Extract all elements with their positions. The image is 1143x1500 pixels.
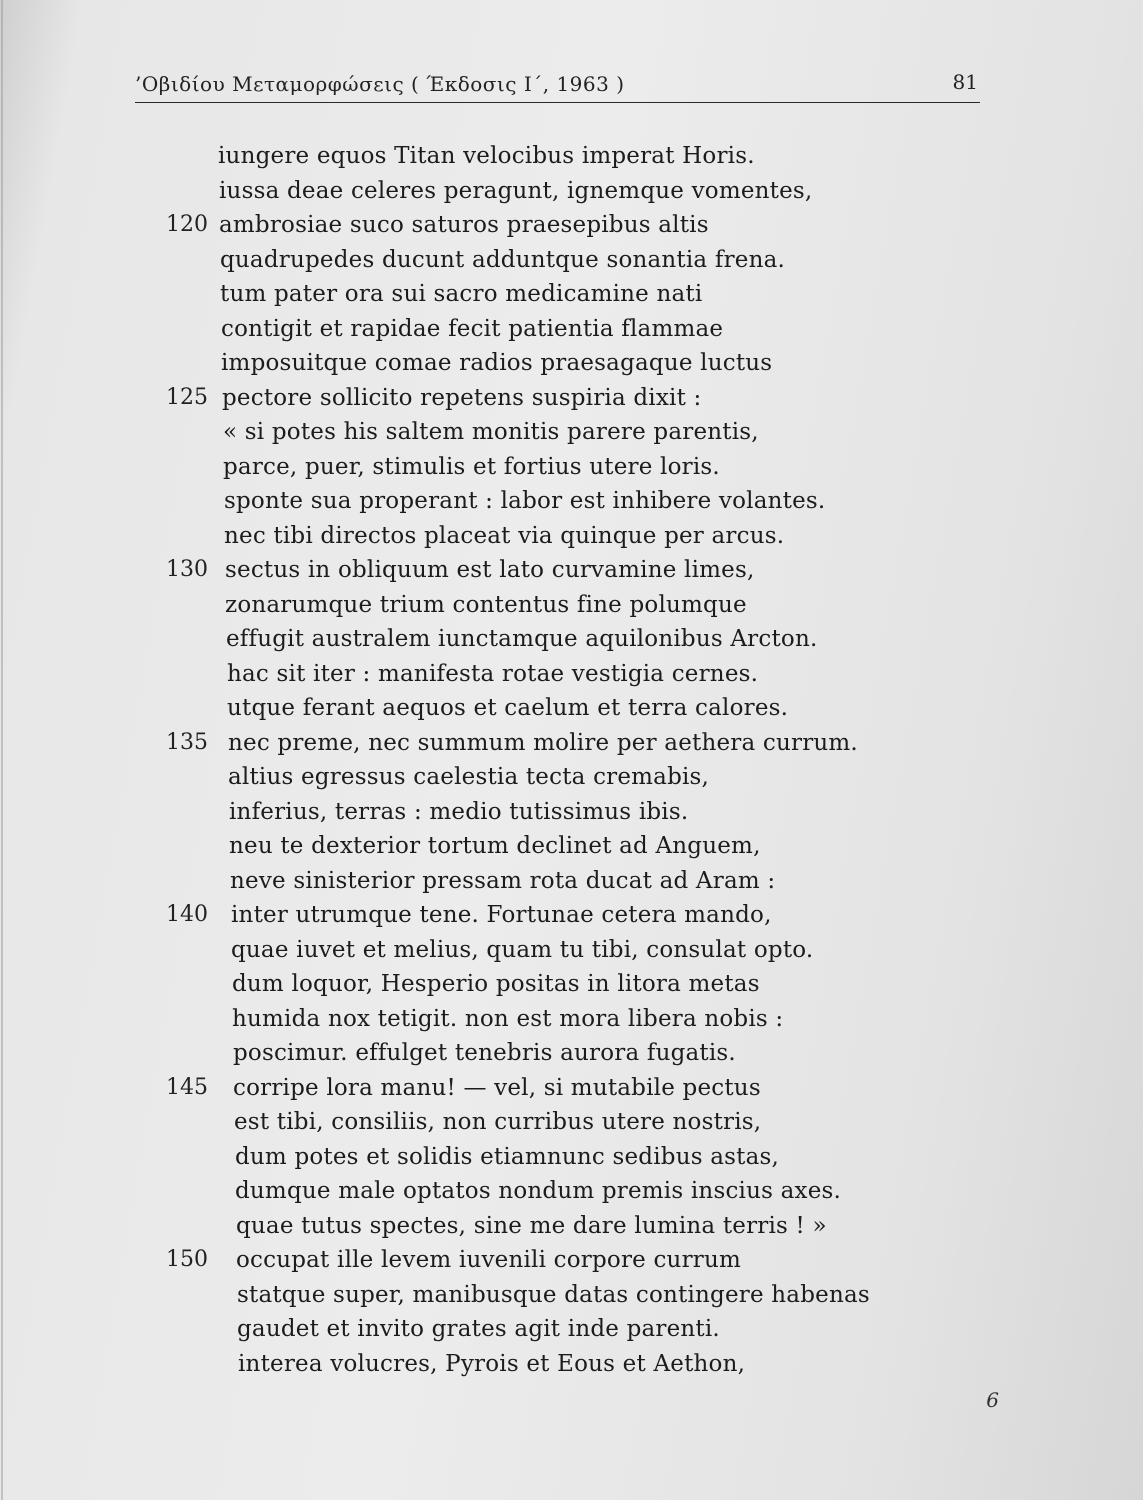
verse-line [140, 726, 960, 761]
verse-line [140, 588, 960, 623]
verse-line [140, 553, 960, 588]
page-number: 81 [952, 70, 978, 94]
verse-number: 120 [166, 212, 208, 237]
verse-line [140, 1002, 960, 1037]
verse-text: effugit australem iunctamque aquilonibus Arcton. [226, 626, 818, 652]
running-title: ’Οβιδίου Μεταμορφώσεις ( Έκδοσις Ι΄, 1963 ) [135, 72, 625, 96]
verse-text: est tibi, consiliis, non curribus utere nostris, [234, 1109, 762, 1135]
verse-text: sectus in obliquum est lato curvamine limes, [225, 557, 755, 583]
verse-line [140, 1105, 960, 1140]
verse-text: humida nox tetigit. non est mora libera nobis : [232, 1005, 784, 1032]
verse-text: inter utrumque tene. Fortunae cetera mando, [231, 902, 772, 928]
verse-line [140, 312, 960, 347]
verse-text: neu te dexterior tortum declinet ad Anguem, [229, 833, 761, 859]
verse-line [140, 1140, 960, 1175]
verse-number: 135 [166, 729, 208, 755]
verse-line [140, 208, 960, 243]
verse-line [140, 450, 960, 485]
verse-list [140, 139, 960, 1381]
verse-text: tum pater ora sui sacro medicamine nati [220, 281, 703, 307]
verse-text: dum loquor, Hesperio positas in litora metas [232, 971, 760, 997]
verse-text: quae tutus spectes, sine me dare lumina terris ! » [236, 1212, 827, 1239]
verse-text: utque ferant aequos et caelum et terra calores. [227, 695, 789, 721]
verse-line [140, 381, 960, 416]
verse-line [140, 139, 960, 174]
verse-text: corripe lora manu! — vel, si mutabile pectus [233, 1074, 761, 1101]
verse-line [140, 933, 960, 968]
verse-line [140, 691, 960, 726]
verse-line [140, 174, 960, 209]
verse-line [140, 898, 960, 933]
verse-text: quae iuvet et melius, quam tu tibi, consulat opto. [231, 936, 814, 963]
verse-text: dum potes et solidis etiamnunc sedibus astas, [235, 1143, 780, 1170]
verse-text: iussa deae celeres peragunt, ignemque vomentes, [219, 177, 813, 204]
verse-text: sponte sua properant : labor est inhibere volantes. [224, 488, 826, 514]
verse-line [140, 1347, 960, 1382]
verse-text: contigit et rapidae fecit patientia flammae [221, 315, 724, 342]
page-edge [1, 0, 3, 1500]
verse-text: quadrupedes ducunt adduntque sonantia frena. [220, 246, 786, 273]
verse-line [140, 864, 960, 899]
verse-line [140, 1312, 960, 1347]
verse-text: pectore sollicito repetens suspiria dixit : [222, 384, 702, 411]
verse-line [140, 657, 960, 692]
verse-line [140, 484, 960, 519]
verse-text: nec preme, nec summum molire per aethera currum. [228, 729, 858, 756]
verse-number: 130 [166, 557, 208, 582]
verse-number: 145 [166, 1074, 208, 1100]
verse-line [140, 1071, 960, 1106]
verse-line [140, 519, 960, 554]
verse-number: 140 [166, 902, 208, 927]
verse-line [140, 967, 960, 1002]
verse-text: inferius, terras : medio tutissimus ibis. [229, 798, 689, 825]
verse-line [140, 829, 960, 864]
verse-line [140, 1036, 960, 1071]
verse-line [140, 1243, 960, 1278]
verse-text: altius egressus caelestia tecta cremabis, [228, 764, 710, 790]
verse-text: hac sit iter : manifesta rotae vestigia cernes. [227, 660, 759, 687]
verse-line [140, 1278, 960, 1313]
running-header [135, 68, 980, 103]
verse-line [140, 1174, 960, 1209]
verse-text: statque super, manibusque datas contingere habenas [237, 1281, 870, 1308]
verse-text: ambrosiae suco saturos praesepibus altis [219, 212, 709, 238]
verse-text: dumque male optatos nondum premis inscius axes. [235, 1178, 842, 1204]
verse-text: « si potes his saltem monitis parere parentis, [223, 419, 759, 445]
verse-text: gaudet et invito grates agit inde parenti. [237, 1316, 720, 1342]
verse-text: poscimur. effulget tenebris aurora fugatis. [233, 1040, 736, 1066]
verse-text: nec tibi directos placeat via quinque per arcus. [224, 522, 785, 549]
verse-line [140, 622, 960, 657]
verse-line [140, 243, 960, 278]
verse-text: neve sinisterior pressam rota ducat ad Aram : [230, 867, 776, 894]
verse-line [140, 760, 960, 795]
verse-text: interea volucres, Pyrois et Eous et Aethon, [238, 1350, 746, 1377]
verse-line [140, 277, 960, 312]
verse-line [140, 415, 960, 450]
verse-line [140, 1209, 960, 1244]
verse-line [140, 795, 960, 830]
verse-text: imposuitque comae radios praesagaque luctus [221, 350, 773, 376]
verse-text: parce, puer, stimulis et fortius utere loris. [223, 453, 720, 480]
verse-number: 125 [166, 384, 208, 410]
verse-number: 150 [166, 1247, 208, 1272]
verse-text: occupat ille levem iuvenili corpore currum [236, 1247, 741, 1273]
verse-text: zonarumque trium contentus fine polumque [225, 591, 747, 618]
signature-mark: 6 [986, 1388, 999, 1412]
verse-text: iungere equos Titan velocibus imperat Horis. [218, 143, 755, 169]
verse-line [140, 346, 960, 381]
